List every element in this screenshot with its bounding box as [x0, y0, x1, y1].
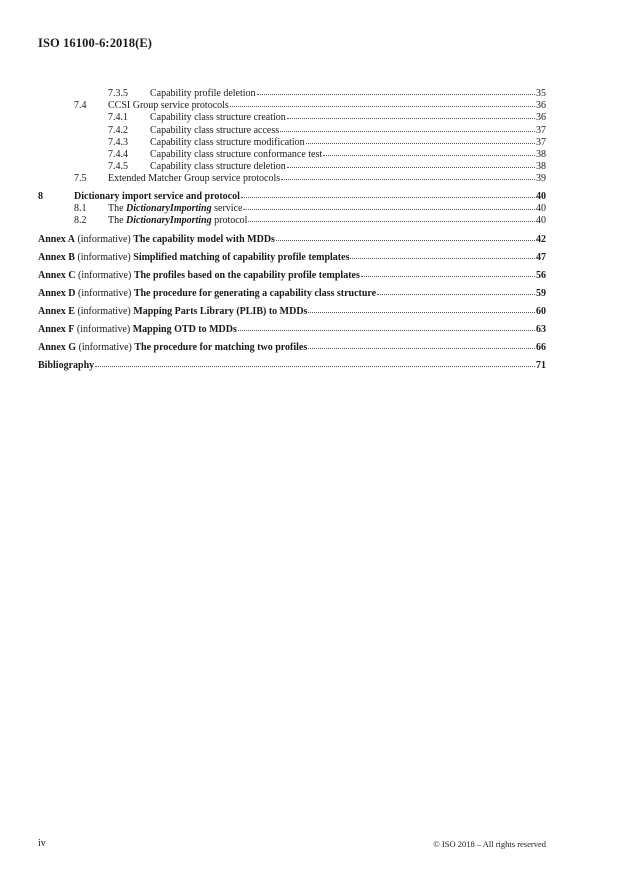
- annex-label: [38, 306, 307, 319]
- toc-label-suffix: service: [211, 202, 243, 214]
- dot-leader: [350, 257, 535, 259]
- annex-title: Mapping Parts Library (PLIB) to MDDs: [133, 305, 308, 317]
- toc-label: Capability class structure modification: [150, 136, 305, 148]
- annex-label: [38, 324, 237, 337]
- toc-label-suffix: protocol: [211, 215, 248, 227]
- dot-leader: [361, 275, 535, 277]
- toc-number: 7.4.4: [108, 149, 128, 161]
- annex-label: [38, 288, 376, 301]
- toc-label: Capability class structure access: [150, 124, 280, 136]
- toc-page: 63: [536, 323, 546, 335]
- dot-leader: [257, 93, 535, 95]
- toc-annex-b[interactable]: [38, 252, 546, 265]
- toc-bibliography[interactable]: [38, 360, 546, 373]
- dot-leader: [241, 196, 535, 198]
- dot-leader: [323, 154, 535, 156]
- dot-leader: [230, 105, 535, 107]
- toc-label: Capability class structure conformance test: [150, 149, 323, 161]
- toc-label-prefix: The: [108, 215, 127, 227]
- dot-leader: [238, 329, 535, 331]
- toc-label-keyword: DictionaryImporting: [126, 202, 212, 214]
- toc-entry-8[interactable]: [38, 191, 546, 203]
- toc-page: 40: [536, 202, 546, 214]
- toc-annex-c[interactable]: [38, 270, 546, 283]
- dot-leader: [276, 239, 535, 241]
- toc-page: 36: [536, 112, 546, 124]
- dot-leader: [287, 117, 535, 119]
- toc-label: Extended Matcher Group service protocols: [108, 173, 281, 185]
- toc-entry-7-4-5[interactable]: [38, 161, 546, 173]
- annex-label: [38, 252, 349, 265]
- toc-label: Capability class structure creation: [150, 112, 286, 124]
- bibliography-label: Bibliography: [38, 359, 95, 371]
- document-header: ISO 16100-6:2018(E): [38, 36, 153, 50]
- toc-label: Dictionary import service and protocol: [74, 190, 240, 202]
- toc-annex-a[interactable]: [38, 234, 546, 247]
- toc-page: 38: [536, 149, 546, 161]
- annex-title: Simplified matching of capability profile templates: [133, 251, 350, 263]
- toc-label: [108, 203, 242, 215]
- toc-entry-7-4-1[interactable]: [38, 112, 546, 124]
- toc-entry-8-2[interactable]: [38, 215, 546, 227]
- toc-page: 39: [536, 173, 546, 185]
- toc-annex-d[interactable]: [38, 288, 546, 301]
- toc-entry-7-4[interactable]: [38, 100, 546, 112]
- toc-page: 37: [536, 124, 546, 136]
- toc-number: 7.3.5: [108, 88, 128, 99]
- toc-entry-8-1[interactable]: [38, 203, 546, 215]
- toc-annex-f[interactable]: [38, 324, 546, 337]
- annex-head: Annex F: [38, 323, 75, 335]
- annex-title: The procedure for generating a capability class structure: [133, 287, 377, 299]
- annex-label: [38, 342, 307, 355]
- toc-page: 60: [536, 305, 546, 317]
- toc-number: 8.2: [74, 215, 87, 227]
- annex-head: Annex D: [38, 287, 76, 299]
- toc-number: 8: [38, 190, 43, 202]
- dot-leader: [306, 142, 535, 144]
- toc-annex-e[interactable]: [38, 306, 546, 319]
- toc-number: 7.4.5: [108, 161, 128, 173]
- toc-page: 35: [536, 88, 546, 99]
- toc-page: 47: [536, 251, 546, 263]
- toc-entry-7-3-5[interactable]: [38, 88, 546, 100]
- toc-page: 66: [536, 341, 546, 353]
- annex-label: [38, 234, 275, 247]
- toc-page: 37: [536, 136, 546, 148]
- toc-annex-g[interactable]: [38, 342, 546, 355]
- annex-title: The capability model with MDDs: [133, 233, 275, 245]
- page-number: iv: [38, 838, 46, 849]
- annex-head: Annex B: [38, 251, 75, 263]
- annex-type: (informative): [74, 233, 134, 245]
- toc-label-keyword: DictionaryImporting: [126, 215, 212, 227]
- table-of-contents: [38, 88, 546, 372]
- dot-leader: [281, 178, 535, 180]
- toc-number: 7.4.3: [108, 136, 128, 148]
- toc-page: 38: [536, 161, 546, 173]
- toc-entry-7-5[interactable]: [38, 173, 546, 185]
- toc-page: 56: [536, 269, 546, 281]
- dot-leader: [377, 293, 535, 295]
- toc-label-prefix: The: [108, 202, 127, 214]
- annex-head: Annex E: [38, 305, 75, 317]
- annex-type: (informative): [74, 323, 133, 335]
- toc-page: 42: [536, 233, 546, 245]
- toc-entry-7-4-2[interactable]: [38, 125, 546, 137]
- toc-page: 59: [536, 287, 546, 299]
- dot-leader: [243, 208, 535, 210]
- annex-title: The profiles based on the capability profile templates: [133, 269, 360, 281]
- toc-page: 71: [536, 359, 546, 371]
- annex-head: Annex C: [38, 269, 76, 281]
- toc-number: 7.5: [74, 173, 87, 185]
- toc-label: CCSI Group service protocols: [108, 100, 229, 112]
- dot-leader: [280, 130, 535, 132]
- toc-number: 8.1: [74, 202, 87, 214]
- annex-title: Mapping OTD to MDDs: [132, 323, 237, 335]
- toc-entry-7-4-4[interactable]: [38, 149, 546, 161]
- toc-label: [108, 215, 247, 227]
- toc-page: 40: [536, 215, 546, 227]
- dot-leader: [248, 220, 535, 222]
- toc-entry-7-4-3[interactable]: [38, 137, 546, 149]
- annex-type: (informative): [75, 269, 134, 281]
- dot-leader: [308, 347, 535, 349]
- toc-number: 7.4: [74, 100, 87, 112]
- dot-leader: [95, 365, 535, 367]
- toc-page: 40: [536, 190, 546, 202]
- dot-leader: [308, 311, 535, 313]
- annex-type: (informative): [74, 305, 134, 317]
- toc-label: Capability profile deletion: [150, 88, 256, 99]
- copyright-notice: © ISO 2018 – All rights reserved: [433, 839, 546, 849]
- dot-leader: [287, 166, 535, 168]
- annex-type: (informative): [76, 341, 135, 353]
- annex-head: Annex G: [38, 341, 77, 353]
- annex-title: The procedure for matching two profiles: [134, 341, 308, 353]
- toc-page: 36: [536, 100, 546, 112]
- annex-type: (informative): [74, 251, 134, 263]
- annex-head: Annex A: [38, 233, 75, 245]
- toc-label: Capability class structure deletion: [150, 161, 286, 173]
- annex-type: (informative): [75, 287, 134, 299]
- toc-number: 7.4.1: [108, 112, 128, 124]
- toc-number: 7.4.2: [108, 124, 128, 136]
- annex-label: [38, 270, 360, 283]
